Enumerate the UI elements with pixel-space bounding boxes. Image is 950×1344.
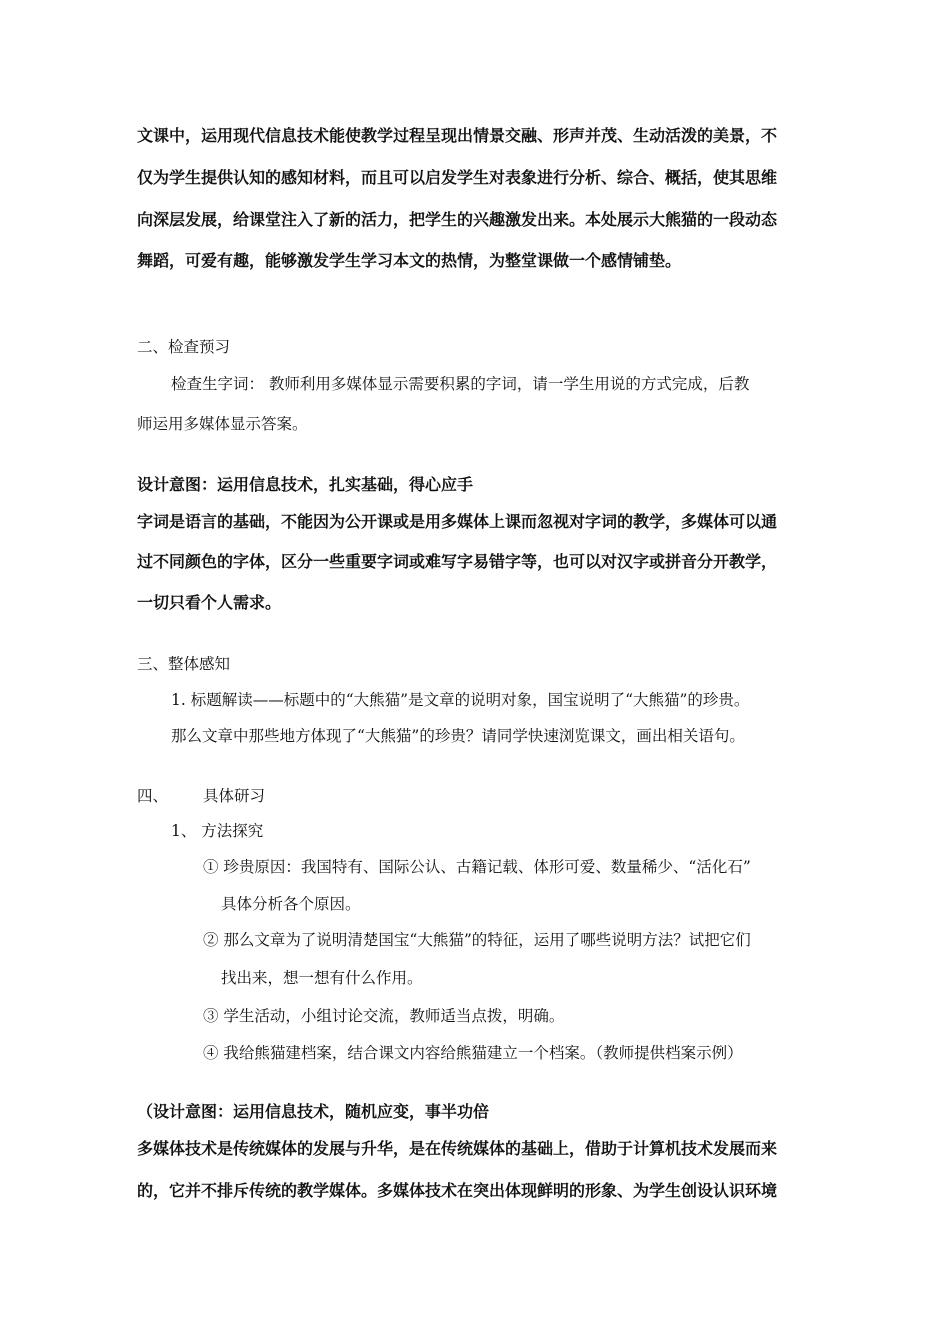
design-intent-title: （设计意图：运用信息技术，随机应变，事半功倍 [137,1102,490,1121]
intro-line: 向深层发展，给课堂注入了新的活力，把学生的兴趣激发出来。本处展示大熊猫的一段动态 [137,210,778,229]
paragraph-line: 1. 标题解读——标题中的“大熊猫”是文章的说明对象，国宝说明了“大熊猫”的珍贵。 [171,691,750,709]
list-item: ③ 学生活动，小组讨论交流，教师适当点拨，明确。 [203,1007,565,1025]
intro-line: 文课中，运用现代信息技术能使教学过程呈现出情景交融、形声并茂、生动活泼的美景，不 [137,126,778,145]
paragraph-line: 检查生字词： 教师利用多媒体显示需要积累的字词，请一学生用说的方式完成，后教 [171,375,750,393]
design-intent-line: 一切只看个人需求。 [137,593,282,612]
paragraph-line: 那么文章中那些地方体现了“大熊猫”的珍贵？请同学快速浏览课文，画出相关语句。 [171,727,745,745]
list-item: ② 那么文章为了说明清楚国宝“大熊猫”的特征，运用了哪些说明方法？试把它们 [203,931,751,949]
design-intent-title: 设计意图：运用信息技术，扎实基础，得心应手 [137,475,474,494]
section-heading: 具体研习 [203,787,266,805]
design-intent-line: 的，它并不排斥传统的教学媒体。多媒体技术在突出体现鲜明的形象、为学生创设认识环境 [137,1181,778,1200]
intro-line: 仅为学生提供认知的感知材料，而且可以启发学生对表象进行分析、综合、概括，使其思维 [137,168,778,187]
intro-line: 舞蹈，可爱有趣，能够激发学生学习本文的热情，为整堂课做一个感情铺垫。 [137,251,682,270]
section-heading: 二、检查预习 [137,338,231,356]
section-heading: 三、整体感知 [137,655,231,673]
design-intent-line: 字词是语言的基础，不能因为公开课或是用多媒体上课而忽视对字词的教学，多媒体可以通 [137,512,778,531]
paragraph-line: 师运用多媒体显示答案。 [137,415,308,433]
list-item-continuation: 找出来，想一想有什么作用。 [221,969,423,987]
list-item: ④ 我给熊猫建档案，结合课文内容给熊猫建立一个档案。（教师提供档案示例） [203,1044,743,1062]
section-heading-number: 四、 [137,787,169,805]
list-item: ① 珍贵原因：我国特有、国际公认、古籍记载、体形可爱、数量稀少、“活化石” [203,858,751,876]
design-intent-line: 多媒体技术是传统媒体的发展与升华，是在传统媒体的基础上，借助于计算机技术发展而来 [137,1139,778,1158]
list-item-continuation: 具体分析各个原因。 [221,895,361,913]
sub-heading: 1、 方法探究 [171,822,264,840]
design-intent-line: 过不同颜色的字体，区分一些重要字词或难写字易错字等，也可以对汉字或拼音分开教学， [137,552,778,571]
